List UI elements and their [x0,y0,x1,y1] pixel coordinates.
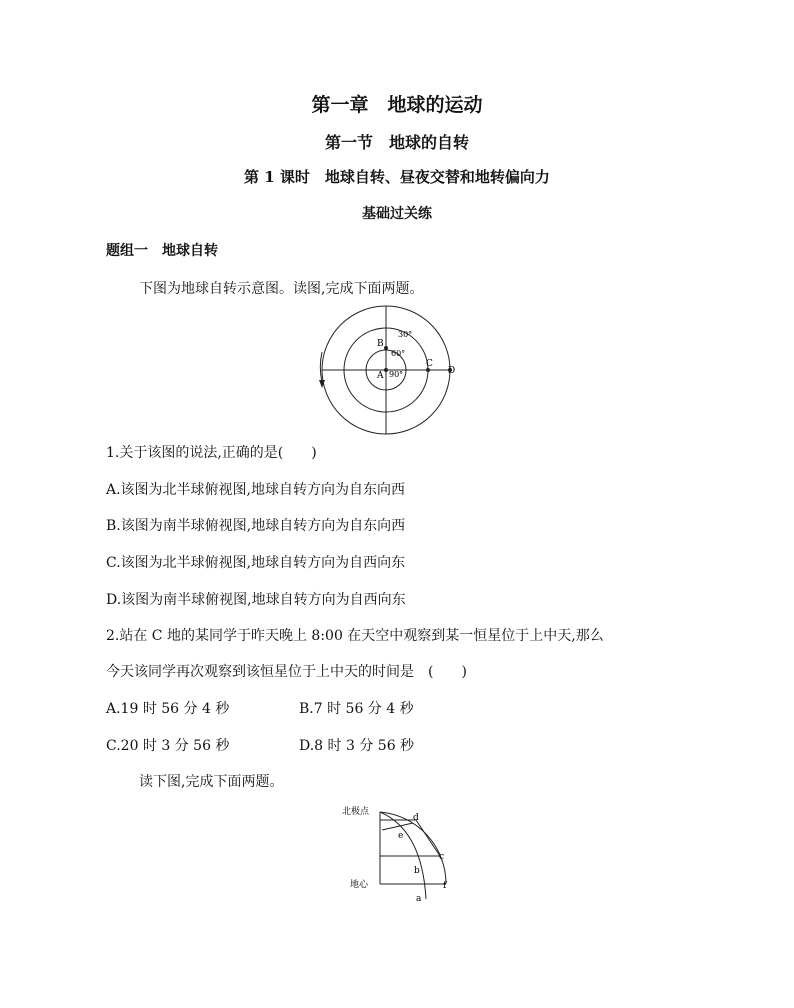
label-c: c [439,852,445,862]
chapter-title: 第一章 地球的运动 [311,94,483,116]
label-lat90: 90° [389,370,404,379]
label-lat30: 30° [398,330,413,339]
q2-stem-line2: 今天该同学再次观察到该恒星位于上中天的时间是 ( ) [106,664,467,680]
q2-option-b: B.7 时 56 分 4 秒 [299,701,414,717]
q1-option-d: D.该图为南半球俯视图,地球自转方向为自西向东 [106,592,406,608]
q1-stem: 1.关于该图的说法,正确的是( ) [106,445,317,461]
label-north-pole: 北极点 [342,807,370,817]
label-earth-center: 地心 [350,880,369,890]
q1-option-b: B.该图为南半球俯视图,地球自转方向为自东向西 [106,518,406,534]
group1-title: 题组一 地球自转 [106,243,218,259]
q1-option-a: A.该图为北半球俯视图,地球自转方向为自东向西 [106,482,406,498]
label-a: A [377,371,384,381]
section-title: 第一节 地球的自转 [324,133,469,152]
point-b-dot [384,346,388,350]
q2-option-a: A.19 时 56 分 4 秒 [106,701,230,717]
earth-section-diagram [340,800,460,905]
line-e [382,823,413,830]
label-c: C [426,359,433,369]
label-a: a [416,894,422,904]
q2-option-c: C.20 时 3 分 56 秒 [106,738,230,754]
group1-intro: 下图为地球自转示意图。读图,完成下面两题。 [139,281,424,297]
label-f: f [443,881,447,891]
group2-intro: 读下图,完成下面两题。 [139,774,284,790]
label-lat60: 60° [391,349,406,358]
label-d: D [448,366,456,376]
practice-title: 基础过关练 [362,206,432,222]
label-e: e [398,831,404,841]
earth-rotation-diagram [300,300,470,440]
line-dc [416,820,440,856]
q1-option-c: C.该图为北半球俯视图,地球自转方向为自西向东 [106,555,406,571]
label-b: b [414,866,420,876]
point-a-dot [384,368,388,372]
label-b: B [377,339,384,349]
label-d: d [413,813,419,823]
lesson-title: 第 1 课时 地球自转、昼夜交替和地转偏向力 [244,168,550,186]
q2-stem-line1: 2.站在 C 地的某同学于昨天晚上 8:00 在天空中观察到某一恒星位于上中天,那么 [106,628,604,644]
q2-option-d: D.8 时 3 分 56 秒 [299,738,415,754]
